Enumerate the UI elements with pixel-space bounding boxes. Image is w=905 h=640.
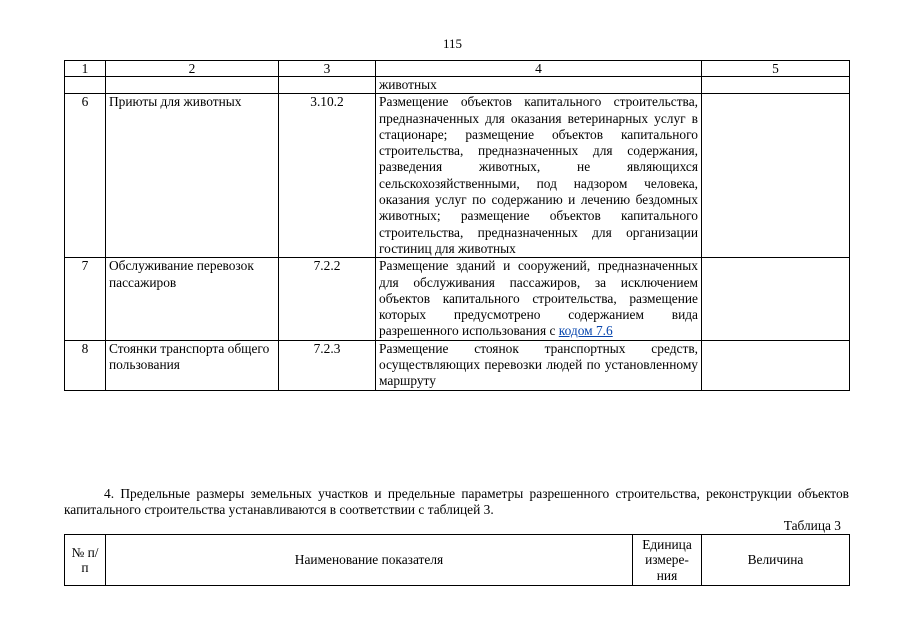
parameters-table [64,534,850,586]
header-col-4: 4 [376,61,702,77]
header-col-5: 5 [702,61,850,77]
row-code: 7.2.2 [279,258,376,340]
table-3-label: Таблица 3 [783,518,841,533]
row-extra [702,94,850,258]
table-row [65,340,850,390]
table-row [65,258,850,340]
header-col-1: 1 [65,61,106,77]
row-number: 7 [65,258,106,340]
table-header-row [65,61,850,77]
header-indicator-name: Наименование показателя [106,535,633,586]
table-row-continuation [65,77,850,94]
row-code [279,77,376,94]
row-description: животных [376,77,702,94]
header-unit: Единица измере-ния [633,535,702,586]
header-number: № п/п [65,535,106,586]
row-extra [702,340,850,390]
row-description: Размещение объектов капитального строительства, предназначенных для оказания ветеринарных услуг в стационаре; размещение объектов капитального строительства, предназначенных для содержания, разведения животных, не являющихся сельскохозяйственными, под надзором человека, оказания услуг по содержанию и лечению бездомных животных; размещение объектов капитального строительства, предназначенных для организации гостиниц для животных [376,94,702,258]
row-name: Приюты для животных [106,94,279,258]
header-col-3: 3 [279,61,376,77]
row-name: Обслуживание перевозок пассажиров [106,258,279,340]
row-number [65,77,106,94]
header-value: Величина [702,535,850,586]
code-7-6-link[interactable]: кодом 7.6 [558,323,613,339]
row-name [106,77,279,94]
row-description: Размещение стоянок транспортных средств, осуществляющих перевозки людей по установленному маршруту [376,340,702,390]
page-number: 115 [442,36,463,51]
row-extra [702,77,850,94]
row-extra [702,258,850,340]
row-name: Стоянки транспорта общего пользования [106,340,279,390]
row-number: 6 [65,94,106,258]
row-description-text: Размещение зданий и сооружений, предназначенных для обслуживания пассажиров, за исключением объектов капитального строительства, размещение которых предусмотрено содержанием вида разрешенного использования с [379,258,698,339]
row-code: 7.2.3 [279,340,376,390]
land-use-table [64,60,850,391]
table-row [65,94,850,258]
row-description [376,258,702,340]
table-header-row [65,535,850,586]
row-code: 3.10.2 [279,94,376,258]
row-number: 8 [65,340,106,390]
header-col-2: 2 [106,61,279,77]
section-4-paragraph: 4. Предельные размеры земельных участков и предельные параметры разрешенного строительства, реконструкции объектов капитального строительства устанавливаются в соответствии с таблицей 3. [64,486,849,518]
